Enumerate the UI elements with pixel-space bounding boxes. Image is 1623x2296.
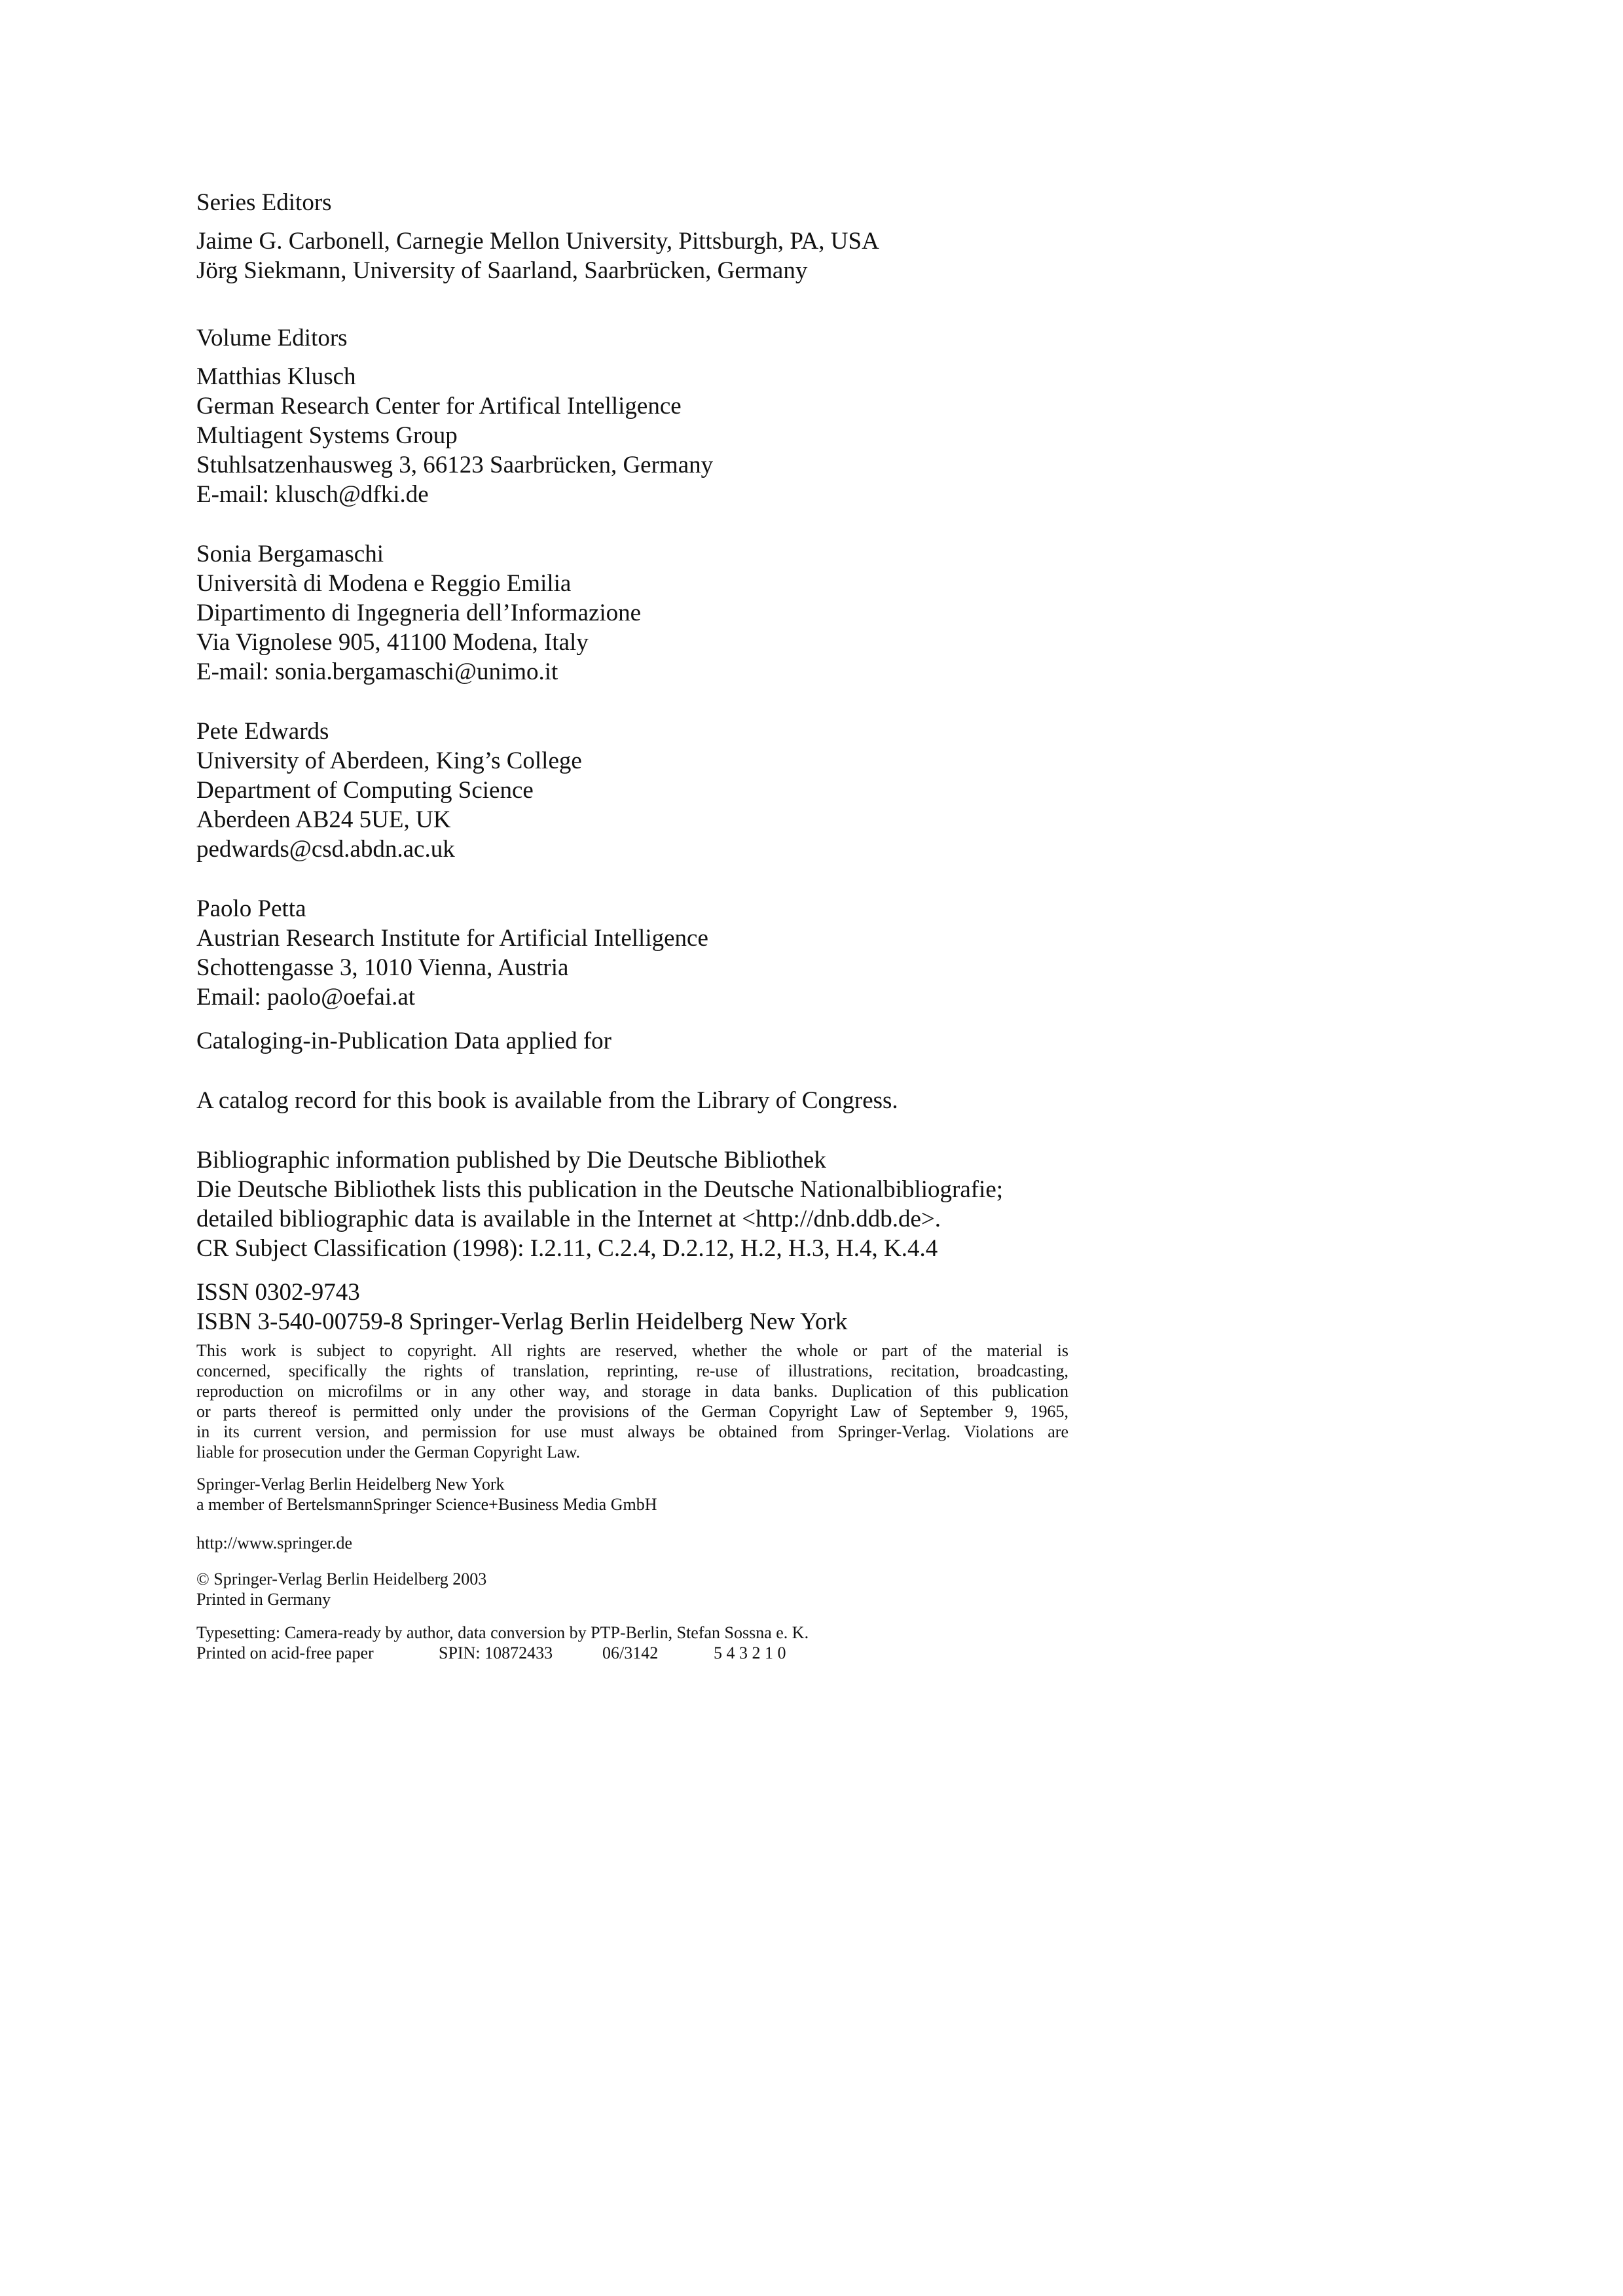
editor-affiliation: University of Aberdeen, King’s College [196, 747, 582, 774]
production-section [196, 1623, 1087, 1663]
copyright-notice-line: or parts thereof is permitted only under the provisions of the German Copyright Law of September 9, 1965, [196, 1402, 1068, 1421]
editor-name: Matthias Klusch [196, 363, 356, 390]
publisher-member: a member of BertelsmannSpringer Science+Business Media GmbH [196, 1495, 657, 1514]
catalog-record: A catalog record for this book is available from the Library of Congress. [196, 1087, 898, 1114]
series-editors-heading: Series Editors [196, 189, 332, 216]
series-editor: Jörg Siekmann, University of Saarland, Saarbrücken, Germany [196, 257, 808, 284]
cr-subject-classification: CR Subject Classification (1998): I.2.11, C.2.4, D.2.12, H.2, H.3, H.4, K.4.4 [196, 1235, 938, 1262]
editor-name: Sonia Bergamaschi [196, 541, 384, 567]
editor-address: Aberdeen AB24 5UE, UK [196, 806, 451, 833]
bibliographic-line: Bibliographic information published by Die Deutsche Bibliothek [196, 1147, 826, 1174]
series-editors-section [196, 188, 1087, 285]
editor-email: E-mail: klusch@dfki.de [196, 481, 429, 508]
bibliographic-line: Die Deutsche Bibliothek lists this publication in the Deutsche Nationalbibliografie; [196, 1176, 1004, 1203]
editor-affiliation: German Research Center for Artifical Intelligence [196, 393, 682, 420]
copyright-section [196, 1569, 1087, 1609]
publisher-url[interactable]: http://www.springer.de [196, 1534, 353, 1552]
copyright-statement: © Springer-Verlag Berlin Heidelberg 2003 [196, 1570, 487, 1588]
editor-address: Stuhlsatzenhausweg 3, 66123 Saarbrücken, Germany [196, 452, 714, 478]
print-run: 5 4 3 2 1 0 [714, 1643, 786, 1662]
editor-email: Email: paolo@oefai.at [196, 984, 416, 1011]
print-code: 06/3142 [602, 1643, 659, 1662]
editor-department: Multiagent Systems Group [196, 422, 458, 449]
editor-address: Via Vignolese 905, 41100 Modena, Italy [196, 629, 589, 656]
publisher-section [196, 1474, 1087, 1515]
editor-name: Pete Edwards [196, 718, 329, 745]
cip-applied: Cataloging-in-Publication Data applied for [196, 1028, 611, 1054]
bibliographic-section [196, 1145, 1087, 1263]
bibliographic-line: detailed bibliographic data is available in the Internet at <http://dnb.ddb.de>. [196, 1206, 941, 1232]
printed-in: Printed in Germany [196, 1590, 331, 1609]
editor-email: E-mail: sonia.bergamaschi@unimo.it [196, 658, 558, 685]
volume-editor-klusch [196, 362, 1087, 509]
volume-editor-bergamaschi [196, 539, 1087, 687]
editor-address: Schottengasse 3, 1010 Vienna, Austria [196, 954, 569, 981]
spin-number: SPIN: 10872433 [439, 1643, 553, 1662]
publisher-name: Springer-Verlag Berlin Heidelberg New York [196, 1475, 505, 1494]
volume-editor-petta [196, 894, 1087, 1012]
isbn: ISBN 3-540-00759-8 Springer-Verlag Berlin Heidelberg New York [196, 1308, 848, 1335]
volume-editors-heading: Volume Editors [196, 325, 348, 351]
copyright-notice-line: reproduction on microfilms or in any other way, and storage in data banks. Duplication of this publication [196, 1382, 1068, 1401]
copyright-notice-line: in its current version, and permission for use must always be obtained from Springer-Verlag. Violations are [196, 1422, 1068, 1441]
editor-email: pedwards@csd.abdn.ac.uk [196, 836, 455, 863]
editor-affiliation: Università di Modena e Reggio Emilia [196, 570, 572, 597]
issn: ISSN 0302-9743 [196, 1279, 360, 1306]
acid-free-paper: Printed on acid-free paper [196, 1643, 374, 1662]
copyright-notice-line: This work is subject to copyright. All rights are reserved, whether the whole or part of the material is [196, 1341, 1068, 1360]
editor-department: Dipartimento di Ingegneria dell’Informazione [196, 600, 642, 626]
volume-editors-section [196, 323, 1087, 1012]
copyright-notice-line: liable for prosecution under the German Copyright Law. [196, 1443, 581, 1462]
printing-row [196, 1643, 1087, 1663]
typesetting-info: Typesetting: Camera-ready by author, data conversion by PTP-Berlin, Stefan Sossna e. K. [196, 1623, 809, 1642]
copyright-notice [196, 1340, 1068, 1462]
editor-name: Paolo Petta [196, 895, 306, 922]
copyright-page [196, 188, 1087, 1663]
editor-department: Department of Computing Science [196, 777, 534, 804]
volume-editor-edwards [196, 717, 1087, 864]
editor-affiliation: Austrian Research Institute for Artificial Intelligence [196, 925, 708, 952]
copyright-notice-line: concerned, specifically the rights of translation, reprinting, re-use of illustrations, recitation, broadcasting, [196, 1361, 1068, 1380]
series-editor: Jaime G. Carbonell, Carnegie Mellon University, Pittsburgh, PA, USA [196, 228, 879, 255]
